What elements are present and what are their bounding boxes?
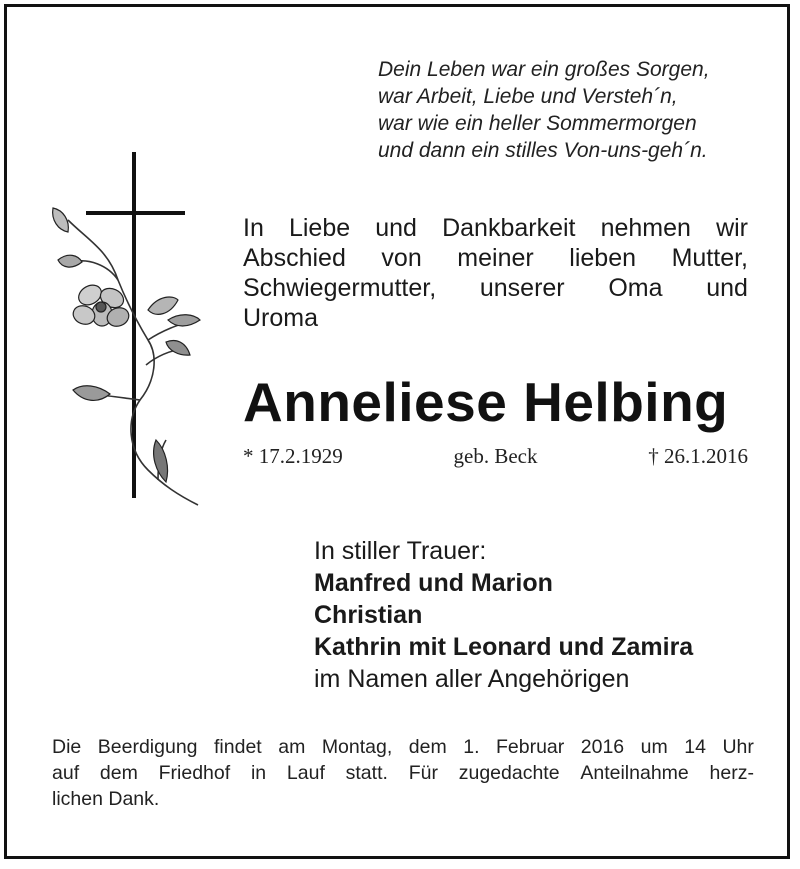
word: 2016 (580, 736, 625, 758)
word: findet (214, 736, 262, 758)
word: Die (52, 736, 82, 758)
word: am (278, 736, 306, 758)
word: In (243, 214, 264, 242)
mourner-family: Manfred und Marion (314, 569, 553, 597)
intro-line (243, 273, 748, 303)
word: Anteilnahme (580, 762, 689, 784)
word: lieben (569, 244, 637, 272)
word: meiner (457, 244, 534, 272)
notice-line (52, 760, 754, 786)
word: 1. (463, 736, 480, 758)
word: auf (52, 762, 80, 784)
funeral-notice (52, 734, 754, 812)
word: Uroma (243, 304, 319, 332)
word: Liebe (288, 214, 351, 242)
word: dem (408, 736, 447, 758)
birth-date: * 17.2.1929 (243, 444, 343, 468)
word: Beerdigung (97, 736, 198, 758)
word: Lauf (286, 762, 325, 784)
word: in (250, 762, 267, 784)
word: Montag, (321, 736, 393, 758)
intro-text (243, 213, 748, 333)
word: wir (716, 214, 748, 242)
word: Dank. (108, 788, 160, 810)
poem (378, 56, 710, 164)
word: 14 (684, 736, 706, 758)
notice-line (52, 786, 754, 812)
word: Friedhof (158, 762, 231, 784)
word: und (375, 214, 417, 242)
intro-line (243, 303, 748, 333)
deceased-name: Anneliese Helbing (243, 371, 729, 433)
word: Schwiegermutter, (243, 274, 437, 302)
intro-line (243, 213, 748, 243)
notice-line (52, 734, 754, 760)
word: Abschied (243, 244, 346, 272)
mourner-family: Christian (314, 601, 423, 629)
word: dem (99, 762, 138, 784)
word: und (706, 274, 748, 302)
word: zugedachte (458, 762, 560, 784)
word: unserer (479, 274, 565, 302)
word: von (381, 244, 422, 272)
life-dates (243, 443, 748, 469)
word: um (640, 736, 668, 758)
poem-line: und dann ein stilles Von-uns-geh´n. (378, 139, 708, 162)
word: statt. (345, 762, 388, 784)
word: Uhr (722, 736, 754, 758)
word: Dankbarkeit (442, 214, 576, 242)
maiden-name: geb. Beck (453, 444, 538, 468)
leaf-icon (53, 208, 200, 482)
mourners-closing: im Namen aller Angehörigen (314, 665, 630, 693)
poem-line: Dein Leben war ein großes Sorgen, (378, 58, 710, 81)
mourner-family: Kathrin mit Leonard und Zamira (314, 633, 694, 661)
mourners-heading: In stiller Trauer: (314, 537, 487, 565)
word: Februar (495, 736, 565, 758)
cross-with-flower-icon (48, 150, 208, 512)
word: Mutter, (671, 244, 748, 272)
word: Für (408, 762, 438, 784)
word: nehmen (600, 214, 691, 242)
word: herz- (709, 762, 754, 784)
word: lichen (52, 788, 103, 810)
mourners (314, 535, 693, 695)
death-date: † 26.1.2016 (648, 444, 748, 468)
intro-line (243, 243, 748, 273)
word: Oma (608, 274, 663, 302)
poem-line: war Arbeit, Liebe und Versteh´n, (378, 85, 678, 108)
poem-line: war wie ein heller Sommermorgen (378, 112, 697, 135)
